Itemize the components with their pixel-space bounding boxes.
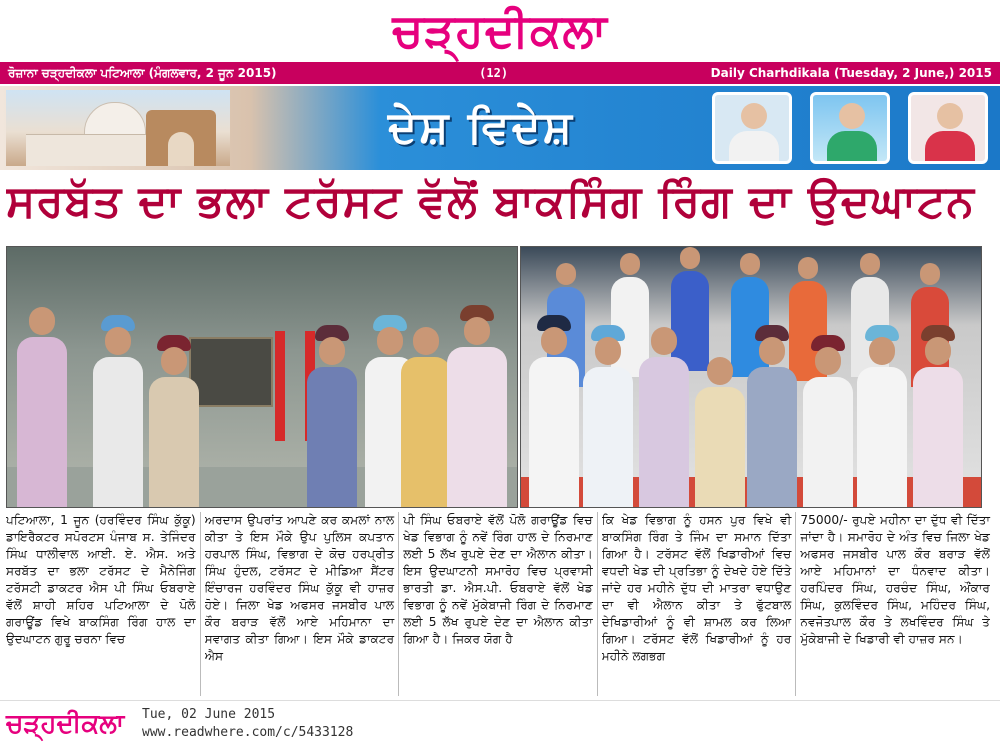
dateline-english: Daily Charhdikala (Tuesday, 2 June,) 2015 bbox=[710, 66, 992, 80]
page-footer bbox=[0, 700, 1000, 748]
article-column: ਪਟਿਆਲਾ, 1 ਜੂਨ (ਹਰਵਿੰਦਰ ਸਿੰਘ ਕੁੱਕੂ) ਡਾਇਰੈਕਟਰ ਸਪੋਰਟਸ ਪੰਜਾਬ ਸ. ਤੇਜਿੰਦਰ ਸਿੰਘ ਧਾਲੀਵਾਲ ਆਈ. ਏ. ਐਸ. ਅਤੇ ਸਰਬੱਤ ਦਾ ਭਲਾ ਟਰੱਸਟ ਦੇ ਮੈਨੇਜਿੰਗ ਟਰੱਸਟੀ ਡਾਕਟਰ ਐਸ ਪੀ ਸਿੰਘ ਓਬਰਾਏ ਵੱਲੋਂ ਸ਼ਾਹੀ ਸ਼ਹਿਰ ਪਟਿਆਲਾ ਦੇ ਪੋਲੋ ਗਰਾਊਂਡ ਵਿਖੇ ਬਾਕਸਿੰਗ ਰਿੰਗ ਹਾਲ ਦਾ ਉਦਘਾਟਨ ਗੁਰੂ ਚਰਨਾ ਵਿਚ bbox=[6, 512, 201, 696]
section-title: ਦੇਸ਼ ਵਿਦੇਸ਼ bbox=[388, 102, 574, 153]
person bbox=[307, 325, 357, 507]
person bbox=[695, 357, 745, 507]
article-column: ਅਰਦਾਸ ਉਪਰਾਂਤ ਆਪਣੇ ਕਰ ਕਮਲਾਂ ਨਾਲ ਕੀਤਾ ਤੇ ਇਸ ਮੌਕੇ ਉਪ ਪੁਲਿਸ ਕਪਤਾਨ ਹਰਪਾਲ ਸਿੰਘ, ਵਿਭਾਗ ਦੇ ਕੋਚ ਹਰਪ੍ਰੀਤ ਸਿੰਘ ਹੁੰਦਲ, ਟਰੱਸਟ ਦੇ ਮੀਡਿਆ ਸੈਂਟਰ ਇੰਚਾਰਜ ਹਰਵਿੰਦਰ ਸਿੰਘ ਕੁੱਕੂ ਵੀ ਹਾਜ਼ਰ ਹੋਏ। ਜਿਲਾ ਖੇਡ ਅਫਸਰ ਜਸਬੀਰ ਪਾਲ ਕੌਰ ਬਰਾੜ ਵੱਲੋਂ ਆਏ ਮਹਿਮਾਨਾ ਦਾ ਸਵਾਗਤ ਕੀਤਾ ਗਿਆ। ਇਸ ਮੌਕੇ ਡਾਕਟਰ ਐਸ bbox=[205, 512, 400, 696]
person bbox=[17, 307, 67, 507]
person bbox=[583, 325, 633, 507]
masthead bbox=[0, 0, 1000, 62]
person bbox=[913, 325, 963, 507]
photo-inauguration bbox=[6, 246, 518, 508]
person bbox=[149, 335, 199, 507]
section-banner bbox=[0, 86, 1000, 170]
article-column: ਕਿ ਖੇਡ ਵਿਭਾਗ ਨੂੰ ਹਸਨ ਪੁਰ ਵਿਖੇ ਵੀ ਬਾਕਸਿੰਗ ਰਿੰਗ ਤੇ ਜਿੰਮ ਦਾ ਸਮਾਨ ਦਿੱਤਾ ਗਿਆ ਹੈ। ਟਰੱਸਟ ਵੱਲੋਂ ਖਿਡਾਰੀਆਂ ਵਿਚ ਵਧਦੀ ਖੇਡ ਦੀ ਪ੍ਰਤਿਭਾ ਨੂੰ ਦੇਖਦੇ ਹੋਏ ਦਿੱਤੇ ਜਾਂਦੇ ਹਰ ਮਹੀਨੇ ਦੁੱਧ ਦੀ ਮਾਤਰਾ ਵਧਾਉਣ ਦਾ ਵੀ ਐਲਾਨ ਕੀਤਾ ਤੇ ਫੁੱਟਬਾਲ ਦੇਖਿਡਾਰੀਆਂ ਨੂੰ ਵੀ ਸ਼ਾਮਲ ਕਰ ਲਿਆ ਗਿਆ। ਟਰੱਸਟ ਵੱਲੋਂ ਖਿਡਾਰੀਆਂ ਨੂੰ ਹਰ ਮਹੀਨੇ ਲਗਭਗ bbox=[602, 512, 797, 696]
person bbox=[803, 335, 853, 507]
banner-photo-women bbox=[810, 92, 890, 164]
dateline-bar bbox=[0, 62, 1000, 84]
india-gate-arch bbox=[146, 110, 216, 166]
person bbox=[529, 315, 579, 507]
article-body bbox=[6, 512, 994, 696]
person bbox=[857, 325, 907, 507]
footer-logo: ਚੜ੍ਹਦੀਕਲਾ bbox=[6, 709, 125, 739]
page-number: (12) bbox=[479, 66, 509, 80]
person bbox=[447, 305, 507, 507]
article-headline: ਸਰਬੱਤ ਦਾ ਭਲਾ ਟਰੱਸਟ ਵੱਲੋਂ ਬਾਕਸਿੰਗ ਰਿੰਗ ਦਾ ਉਦਘਾਟਨ bbox=[6, 176, 975, 227]
person bbox=[639, 327, 689, 507]
inauguration-plaque bbox=[189, 337, 273, 407]
footer-url-link[interactable]: www.readwhere.com/c/5433128 bbox=[142, 725, 354, 740]
monument-image bbox=[6, 90, 230, 166]
article-column: ਪੀ ਸਿੰਘ ਓਬਰਾਏ ਵੱਲੋਂ ਪੋਲੋ ਗਰਾਊਂਡ ਵਿਚ ਖੇਡ ਵਿਭਾਗ ਨੂੰ ਨਵੇਂ ਰਿੰਗ ਹਾਲ ਦੇ ਨਿਰਮਾਣ ਲਈ 5 ਲੱਖ ਰੁਪਏ ਦੇਣ ਦਾ ਐਲਾਨ ਕੀਤਾ। ਇਸ ਉਦਘਾਟਨੀ ਸਮਾਰੋਹ ਵਿਚ ਪ੍ਰਵਾਸੀ ਭਾਰਤੀ ਡਾ. ਐਸ.ਪੀ. ਓਬਰਾਏ ਵੱਲੋਂ ਖੇਡ ਵਿਭਾਗ ਨੂੰ ਨਵੇਂ ਮੁੱਕੇਬਾਜੀ ਰਿੰਗ ਦੇ ਨਿਰਮਾਣ ਲਈ 5 ਲੱਖ ਰੁਪਏ ਦੇਣ ਦਾ ਐਲਾਨ ਕੀਤਾ ਗਿਆ ਹੈ। ਜਿਕਰ ਯੋਗ ਹੈ bbox=[403, 512, 598, 696]
person bbox=[747, 325, 797, 507]
person bbox=[401, 327, 451, 507]
garland bbox=[275, 331, 285, 441]
banner-photo-actress bbox=[908, 92, 988, 164]
banner-photo-man bbox=[712, 92, 792, 164]
newspaper-title: ਚੜ੍ਹਦੀਕਲਾ bbox=[392, 3, 608, 57]
footer-date: Tue, 02 June 2015 bbox=[142, 707, 276, 722]
dateline-punjabi: ਰੋਜ਼ਾਨਾ ਚੜ੍ਹਦੀਕਲਾ ਪਟਿਆਲਾ (ਮੰਗਲਵਾਰ, 2 ਜੂਨ 2015) bbox=[8, 65, 277, 80]
article-column: 75000/- ਰੁਪਏ ਮਹੀਨਾ ਦਾ ਦੁੱਧ ਵੀ ਦਿੱਤਾ ਜਾਂਦਾ ਹੈ। ਸਮਾਰੋਹ ਦੇ ਅੰਤ ਵਿਚ ਜਿਲਾ ਖੇਡ ਅਫਸਰ ਜਸਬੀਰ ਪਾਲ ਕੌਰ ਬਰਾੜ ਵੱਲੋਂ ਆਏ ਮਹਿਮਾਨਾਂ ਦਾ ਧੰਨਵਾਦ ਕੀਤਾ। ਹਰਪਿੰਦਰ ਸਿੰਘ, ਹਰਚੰਦ ਸਿੰਘ, ਔਂਕਾਰ ਸਿੰਘ, ਕੁਲਵਿੰਦਰ ਸਿੰਘ, ਮਹਿੰਦਰ ਸਿੰਘ, ਨਵਜੋਤਪਾਲ ਕੌਰ ਤੇ ਲਖਵਿੰਦਰ ਸਿੰਘ ਤੇ ਮੁੱਕੇਬਾਜੀ ਦੇ ਖਿਡਾਰੀ ਵੀ ਹਾਜ਼ਰ ਸਨ। bbox=[800, 513, 990, 646]
photo-group bbox=[520, 246, 982, 508]
person bbox=[93, 315, 143, 507]
